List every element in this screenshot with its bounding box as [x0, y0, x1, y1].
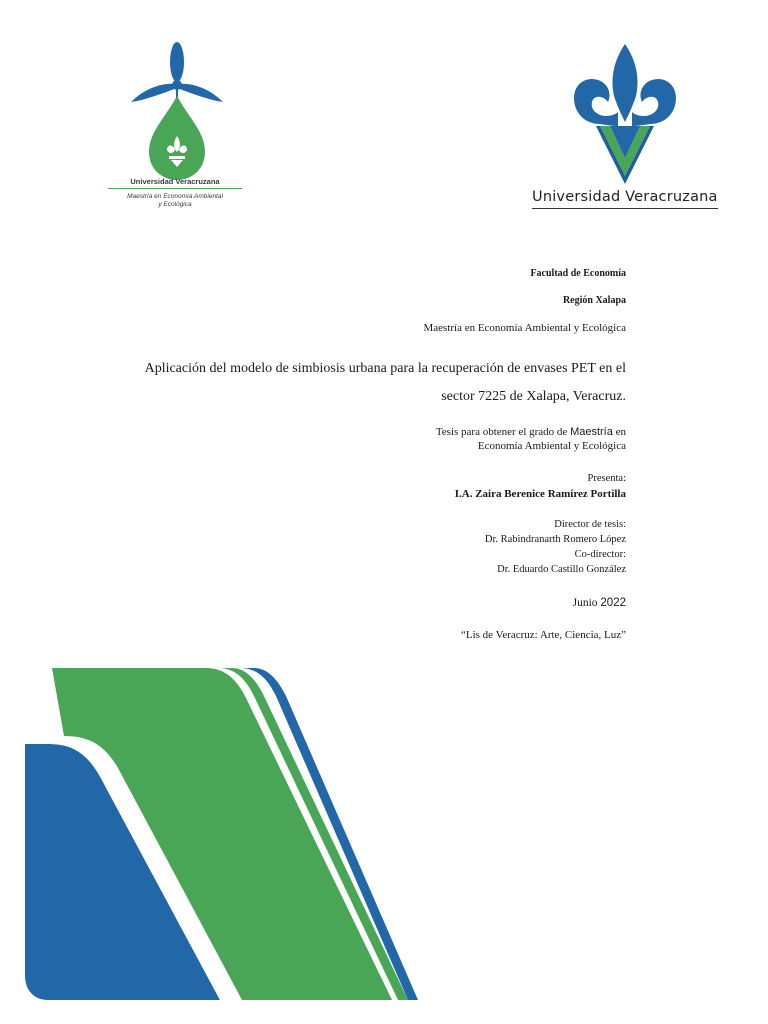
logo-rule — [108, 188, 242, 189]
logo-program — [105, 193, 245, 209]
date — [573, 597, 626, 609]
thesis-title — [66, 355, 626, 411]
logo-program-line1: Maestría en Economía Ambiental — [127, 193, 223, 200]
codirector-label: Co-director: — [574, 549, 626, 560]
uv-logo — [570, 42, 680, 187]
program: Maestría en Economía Ambiental y Ecológica — [423, 322, 626, 334]
thesis-degree: Maestría — [570, 426, 613, 438]
date-month: Junio — [572, 597, 601, 609]
author: I.A. Zaira Berenice Ramírez Portilla — [454, 488, 626, 500]
thesis-prefix: Tesis para obtener el grado de — [435, 426, 571, 438]
logo-program-line2: y Ecológica — [158, 201, 192, 208]
director-label: Director de tesis: — [554, 519, 626, 530]
thesis-title-line2: sector 7225 de Xalapa, Veracruz. — [441, 389, 626, 404]
uv-wordmark-rule — [532, 208, 718, 209]
logo-university-name: Universidad Veracruzana — [130, 177, 220, 186]
uv-wordmark: Universidad Veracruzana — [532, 189, 718, 205]
faculty: Facultad de Economía — [530, 268, 626, 279]
codirector: Dr. Eduardo Castillo González — [497, 564, 626, 575]
thesis-program: Economía Ambiental y Ecológica — [477, 440, 626, 452]
date-year: 2022 — [600, 597, 626, 609]
decorative-swoosh — [0, 660, 440, 1024]
region: Región Xalapa — [562, 295, 626, 306]
thesis-purpose — [306, 425, 626, 453]
director: Dr. Rabindranarth Romero López — [484, 534, 626, 545]
thesis-title-line1: Aplicación del modelo de simbiosis urbana para la recuperación de envases PET en el — [144, 361, 626, 376]
motto: “Lis de Veracruz: Arte, Ciencia, Luz” — [460, 629, 626, 641]
maestria-logo — [105, 40, 250, 180]
thesis-suffix: en — [612, 426, 626, 438]
presenta-label: Presenta: — [587, 473, 626, 484]
